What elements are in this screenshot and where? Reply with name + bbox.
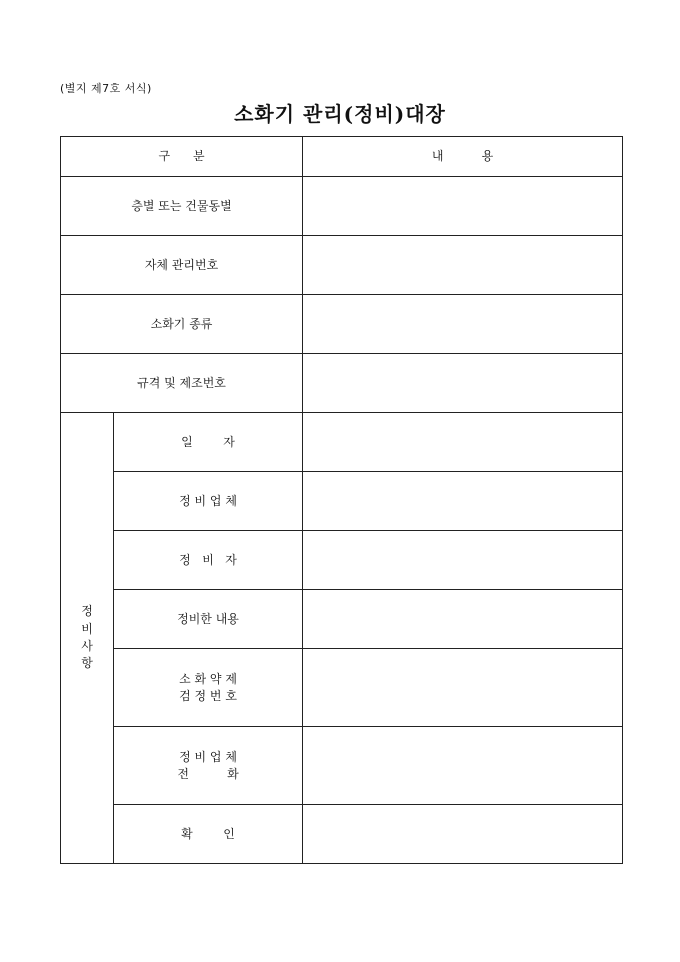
row-label-extinguisher-type: 소화기 종류 [150, 316, 213, 331]
row-label-date: 일 자 [181, 434, 235, 449]
row-label-floor-building: 층별 또는 건물동별 [131, 198, 232, 213]
group-label-cell [61, 413, 114, 864]
row-label-cell [61, 295, 303, 354]
table-row [61, 236, 623, 295]
row-label-cell [61, 177, 303, 236]
row-label-maintenance-company: 정 비 업 체 [179, 493, 237, 508]
table-row [61, 472, 623, 531]
table-row [61, 177, 623, 236]
document-title: 소화기 관리(정비)대장 [234, 102, 446, 126]
table-row [61, 531, 623, 590]
row-label-cell [61, 354, 303, 413]
content-cell-internal-number[interactable] [303, 236, 623, 295]
row-label-internal-number: 자체 관리번호 [144, 257, 219, 272]
header-content-cell [303, 137, 623, 177]
row-label-cell [114, 413, 303, 472]
group-label-maintenance: 정비사항 [81, 604, 93, 671]
row-label-cell [61, 236, 303, 295]
content-cell-company-phone[interactable] [303, 727, 623, 805]
row-label-company-phone-line2: 전 화 [177, 766, 239, 781]
header-category-label: 구 분 [158, 149, 205, 164]
row-label-cell [114, 805, 303, 864]
table-row [61, 413, 623, 472]
table-row [61, 354, 623, 413]
row-label-agent-line2: 검 정 번 호 [179, 688, 237, 703]
content-cell-floor-building[interactable] [303, 177, 623, 236]
content-cell-extinguisher-type[interactable] [303, 295, 623, 354]
row-label-maintainer: 정 비 자 [179, 552, 237, 567]
row-label-agent-line1: 소 화 약 제 [179, 672, 237, 687]
row-label-cell [114, 727, 303, 805]
table-header-row [61, 137, 623, 177]
content-cell-maintenance-details[interactable] [303, 590, 623, 649]
row-label-spec-serial: 규격 및 제조번호 [137, 375, 226, 390]
form-number-label: (별지 제7호 서식) [60, 82, 152, 95]
row-label-cell [114, 472, 303, 531]
content-cell-maintainer[interactable] [303, 531, 623, 590]
maintenance-ledger-table [60, 136, 623, 864]
row-label-cell [114, 590, 303, 649]
row-label-maintenance-details: 정비한 내용 [177, 611, 239, 626]
table-row [61, 805, 623, 864]
header-content-label: 내 용 [431, 149, 494, 164]
row-label-cell [114, 649, 303, 727]
content-cell-agent-approval[interactable] [303, 649, 623, 727]
table-row [61, 649, 623, 727]
table-row [61, 295, 623, 354]
row-label-cell [114, 531, 303, 590]
content-cell-confirmation[interactable] [303, 805, 623, 864]
header-category-cell [61, 137, 303, 177]
content-cell-spec-serial[interactable] [303, 354, 623, 413]
content-cell-date[interactable] [303, 413, 623, 472]
row-label-confirmation: 확 인 [181, 826, 235, 841]
table-row [61, 727, 623, 805]
table-row [61, 590, 623, 649]
content-cell-maintenance-company[interactable] [303, 472, 623, 531]
row-label-company-phone-line1: 정 비 업 체 [179, 750, 237, 765]
